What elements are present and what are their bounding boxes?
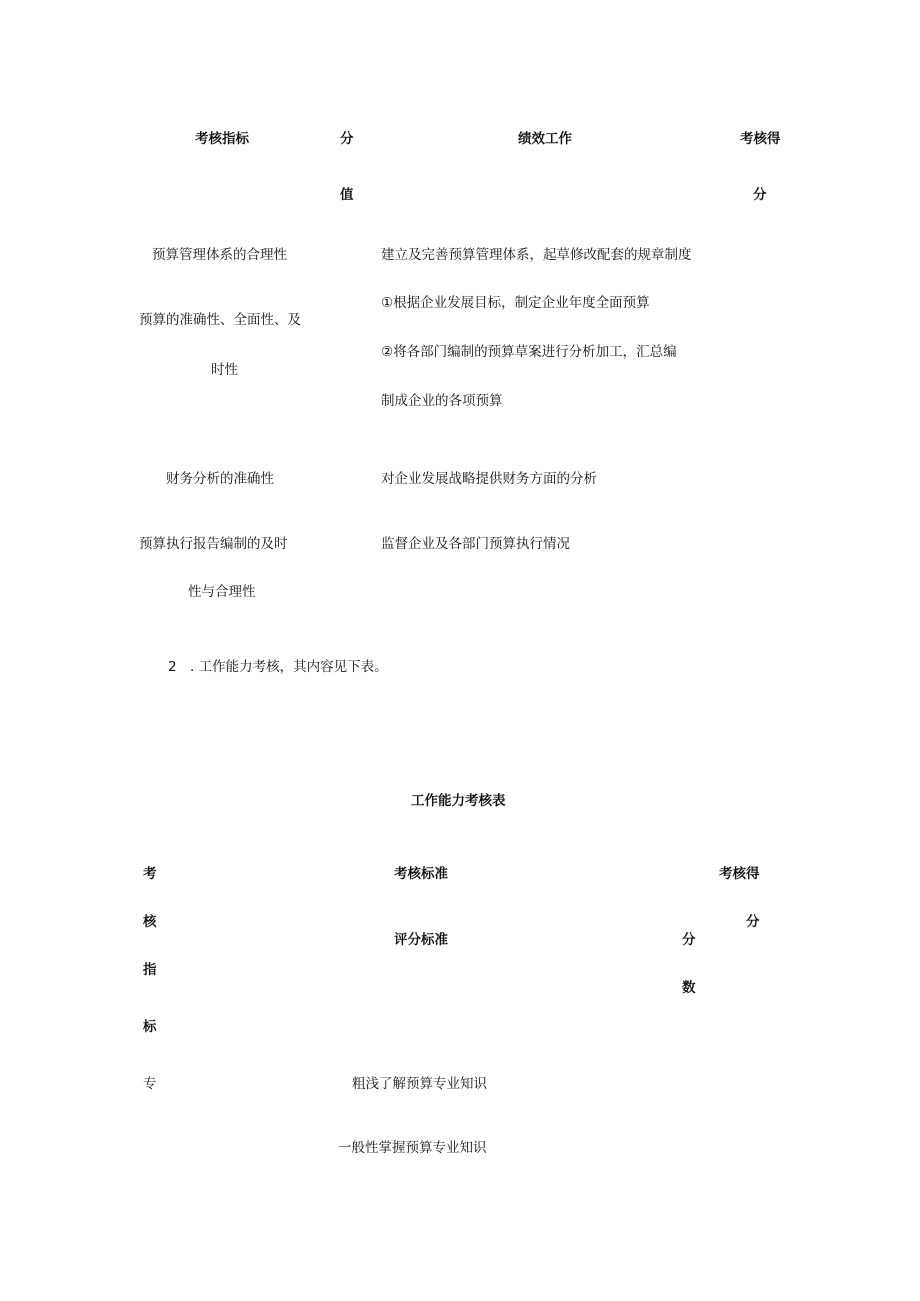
table1-header-score-char-1: 分 (340, 131, 354, 147)
table1-row1-indicator: 预算管理体系的合理性 (152, 247, 287, 263)
section-number: 2 (168, 659, 177, 675)
table1-row4-work: 监督企业及各部门预算执行情况 (381, 536, 570, 552)
table2-row1-standard: 粗浅了解预算专业知识 (352, 1076, 487, 1092)
table1-row4-indicator-line-1: 预算执行报告编制的及时 (139, 536, 288, 552)
table2-header-indicator-char-3: 指 (143, 962, 157, 978)
table1-row2-indicator-line-2: 时性 (211, 362, 238, 378)
table2-header-indicator-char-4: 标 (143, 1019, 157, 1035)
table1-row4-indicator-line-2: 性与合理性 (188, 584, 256, 600)
table2-header-points-char-2: 数 (682, 980, 696, 996)
table2-header-points-char-1: 分 (682, 932, 696, 948)
table1-row1-work: 建立及完善预算管理体系，起草修改配套的规章制度 (381, 247, 692, 263)
table1-header-result-line-2: 分 (753, 187, 767, 203)
table2-header-standard: 考核标准 (394, 866, 448, 882)
table2-title: 工作能力考核表 (411, 793, 506, 809)
table2-header-indicator-char-1: 考 (143, 866, 157, 882)
table1-row3-work: 对企业发展战略提供财务方面的分析 (381, 471, 597, 487)
section-text: . 工作能力考核，其内容见下表。 (190, 659, 388, 675)
table2-header-indicator-char-2: 核 (143, 914, 157, 930)
table1-header-work: 绩效工作 (518, 131, 572, 147)
table1-header-result-line-1: 考核得 (740, 131, 781, 147)
table2-header-result-line-1: 考核得 (719, 866, 760, 882)
table1-row2-indicator-line-1: 预算的准确性、全面性、及 (139, 312, 301, 328)
table1-row2-work-line-3: 制成企业的各项预算 (381, 393, 503, 409)
table1-row2-work-line-1: ①根据企业发展目标，制定企业年度全面预算 (381, 295, 650, 311)
table1-row3-indicator: 财务分析的准确性 (166, 471, 274, 487)
table2-row1-indicator: 专 (143, 1076, 157, 1092)
table1-row2-work-line-2: ②将各部门编制的预算草案进行分析加工，汇总编 (381, 344, 677, 360)
table2-header-scoring-standard: 评分标准 (394, 932, 448, 948)
table1-header-score-char-2: 值 (340, 187, 354, 203)
table1-header-indicator: 考核指标 (195, 131, 249, 147)
table2-header-result-line-2: 分 (746, 914, 760, 930)
table2-row2-standard: 一般性掌握预算专业知识 (338, 1140, 487, 1156)
